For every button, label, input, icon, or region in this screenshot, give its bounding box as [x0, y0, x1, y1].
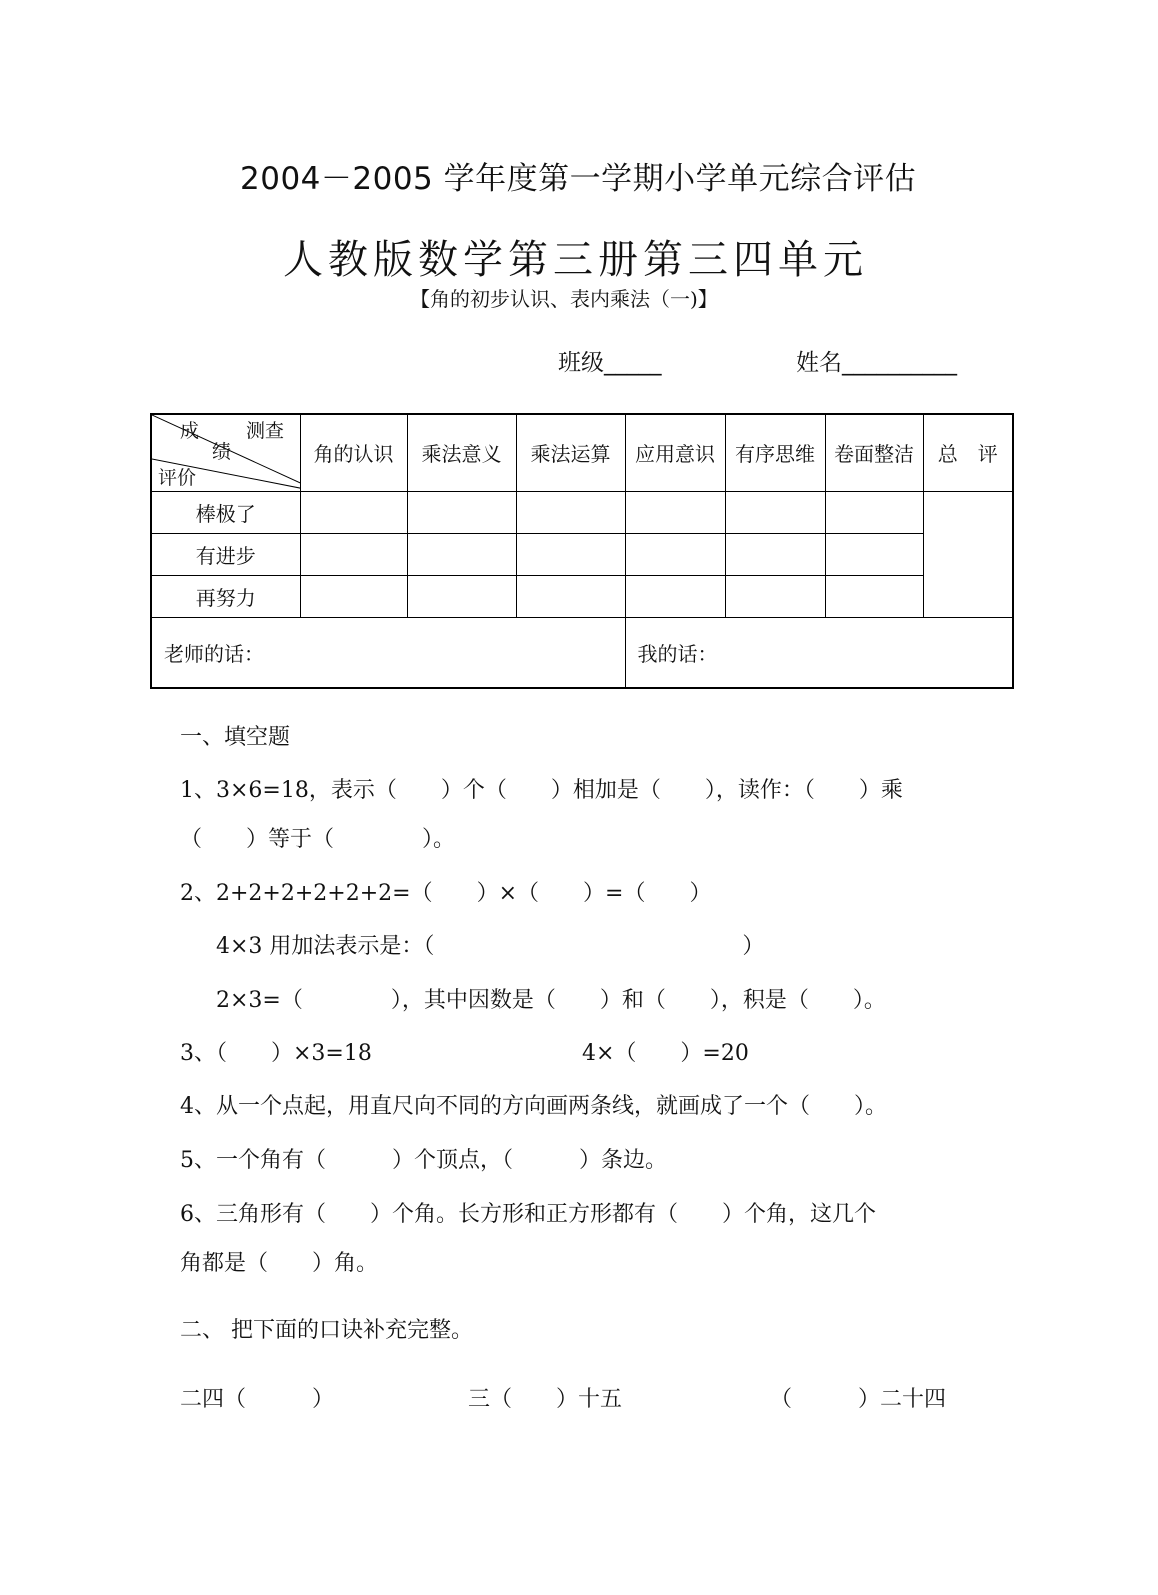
section2-heading: 二、 把下面的口诀补充完整。 — [180, 1318, 473, 1343]
teacher-comment-cell[interactable]: 老师的话： — [151, 617, 625, 688]
section1-heading: 一、填空题 — [180, 725, 291, 750]
rhyme-item: （ ）二十四 — [770, 1387, 947, 1412]
score-cell[interactable] — [725, 533, 825, 575]
row-label: 棒极了 — [151, 491, 300, 533]
rhyme-item: 三（ ）十五 — [468, 1387, 623, 1412]
column-header: 卷面整洁 — [825, 414, 923, 491]
name-field: 姓名__________ — [796, 350, 957, 376]
class-field: 班级_____ — [558, 350, 662, 376]
score-table — [150, 413, 1014, 689]
document-title: 2004－2005 学年度第一学期小学单元综合评估 — [240, 161, 917, 197]
row-label: 有进步 — [151, 533, 300, 575]
question-2-line2: 4×3 用加法表示是：（ ） — [216, 934, 765, 959]
score-cell[interactable] — [825, 533, 923, 575]
score-cell[interactable] — [625, 575, 725, 617]
column-header: 总 评 — [923, 414, 1013, 491]
score-cell[interactable] — [825, 491, 923, 533]
score-cell[interactable] — [300, 575, 407, 617]
column-header: 乘法意义 — [407, 414, 516, 491]
student-comment-cell[interactable]: 我的话： — [625, 617, 1013, 688]
score-cell[interactable] — [516, 575, 625, 617]
question-6-line2: 角都是（ ）角。 — [180, 1251, 379, 1276]
corner-label-top-right: 测查 — [246, 420, 285, 442]
question-5: 5、一个角有（ ）个顶点，（ ）条边。 — [180, 1148, 667, 1173]
score-cell[interactable] — [725, 491, 825, 533]
score-cell[interactable] — [825, 575, 923, 617]
score-cell[interactable] — [407, 575, 516, 617]
score-cell[interactable] — [625, 533, 725, 575]
score-cell[interactable] — [300, 491, 407, 533]
question-3-left: 3、（ ）×3=18 — [180, 1041, 372, 1066]
score-cell[interactable] — [516, 533, 625, 575]
question-4: 4、从一个点起，用直尺向不同的方向画两条线，就画成了一个（ ）。 — [180, 1094, 887, 1119]
corner-label-bottom: 评价 — [158, 467, 197, 489]
question-1-line1: 1、3×6=18，表示（ ）个（ ）相加是（ ），读作：（ ）乘 — [180, 778, 903, 803]
document-subtitle: 人教版数学第三册第三四单元 — [283, 237, 868, 283]
table-corner-cell — [151, 414, 300, 491]
corner-label-middle: 绩 — [212, 441, 232, 463]
question-3-right: 4×（ ）=20 — [582, 1041, 749, 1066]
score-cell[interactable] — [407, 491, 516, 533]
column-header: 有序思维 — [725, 414, 825, 491]
question-2-line3: 2×3=（ ），其中因数是（ ）和（ ），积是（ ）。 — [216, 988, 886, 1013]
rhyme-item: 二四（ ） — [180, 1387, 335, 1412]
score-cell[interactable] — [725, 575, 825, 617]
column-header: 乘法运算 — [516, 414, 625, 491]
topic-line: 【角的初步认识、表内乘法（一)】 — [410, 287, 718, 311]
column-header: 应用意识 — [625, 414, 725, 491]
question-6-line1: 6、三角形有（ ）个角。长方形和正方形都有（ ）个角，这几个 — [180, 1202, 876, 1227]
row-label: 再努力 — [151, 575, 300, 617]
question-1-line2: （ ）等于（ ）。 — [180, 827, 456, 852]
score-cell[interactable] — [407, 533, 516, 575]
score-cell[interactable] — [300, 533, 407, 575]
column-header: 角的认识 — [300, 414, 407, 491]
score-cell[interactable] — [625, 491, 725, 533]
question-2-line1: 2、2+2+2+2+2+2=（ ）×（ ）=（ ） — [180, 881, 712, 906]
overall-cell[interactable] — [923, 491, 1013, 617]
score-cell[interactable] — [516, 491, 625, 533]
corner-label-top-left: 成 — [180, 420, 200, 442]
